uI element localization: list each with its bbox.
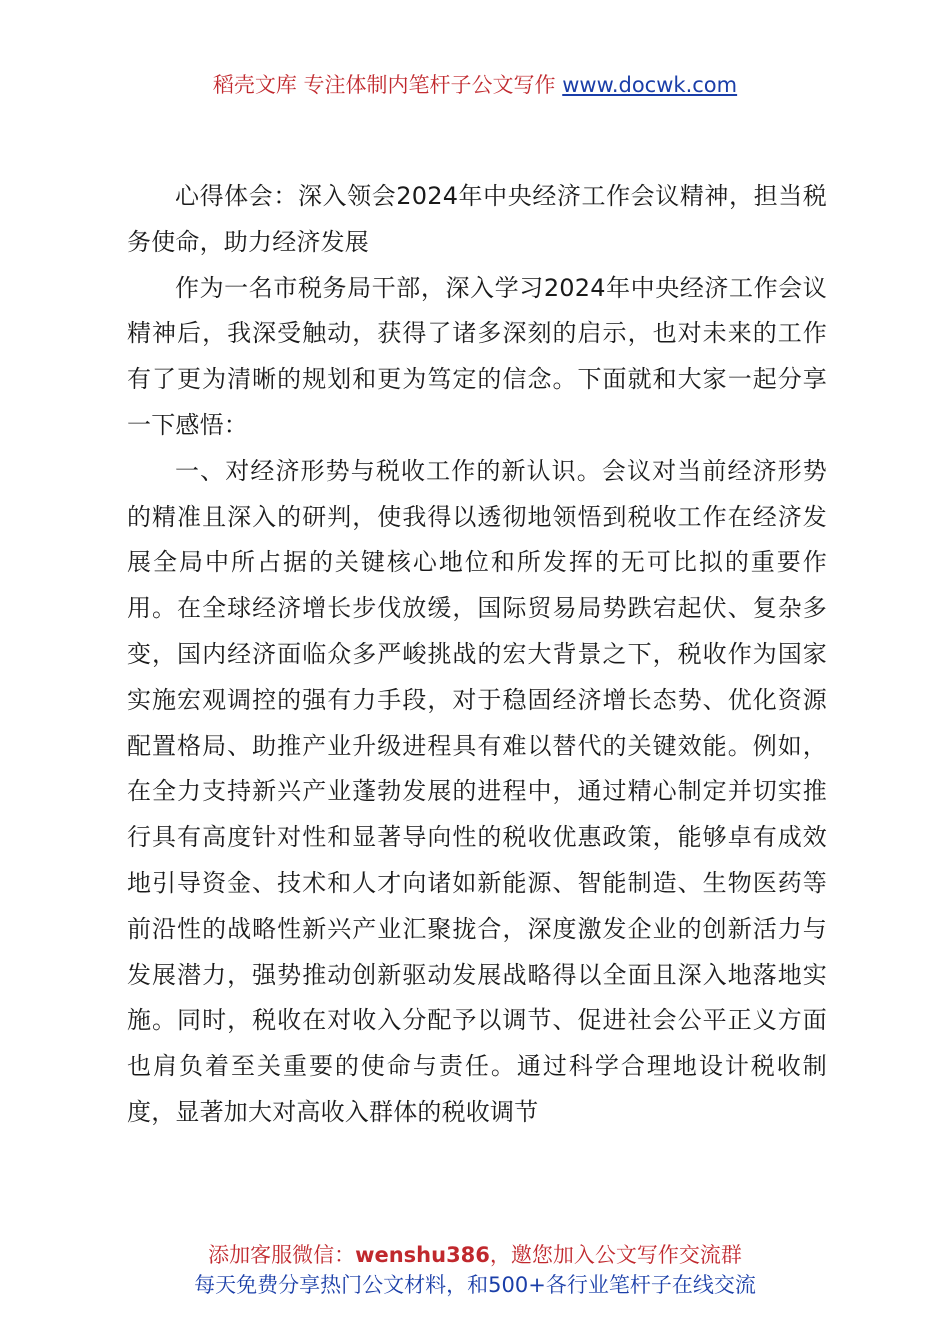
footer-prefix: 添加客服微信： [208,1243,356,1267]
document-body [127,174,827,1136]
header-site-link[interactable]: www.docwk.com [562,73,738,97]
watermark-header [0,70,950,100]
promo-footer [0,1240,950,1300]
header-brand: 稻壳文库 专注体制内笔杆子公文写作 [212,73,563,97]
footer-suffix: ，邀您加入公文写作交流群 [489,1243,742,1267]
intro-paragraph: 作为一名市税务局干部，深入学习2024年中央经济工作会议精神后，我深受触动，获得了诸多深刻的启示，也对未来的工作有了更为清晰的规划和更为笃定的信念。下面就和大家一起分享一下感悟： [127,273,827,439]
footer-line-2: 每天免费分享热门公文材料，和500+各行业笔杆子在线交流 [194,1273,756,1297]
section-1-paragraph: 一、对经济形势与税收工作的新认识。会议对当前经济形势的精准且深入的研判，使我得以透彻地领悟到税收工作在经济发展全局中所占据的关键核心地位和所发挥的无可比拟的重要作用。在全球经济增长步伐放缓，国际贸易局势跌宕起伏、复杂多变，国内经济面临众多严峻挑战的宏大背景之下，税收作为国家实施宏观调控的强有力手段，对于稳固经济增长态势、优化资源配置格局、助推产业升级进程具有难以替代的关键效能。例如，在全力支持新兴产业蓬勃发展的进程中，通过精心制定并切实推行具有高度针对性和显著导向性的税收优惠政策，能够卓有成效地引导资金、技术和人才向诸如新能源、智能制造、生物医药等前沿性的战略性新兴产业汇聚拢合，深度激发企业的创新活力与发展潜力，强势推动创新驱动发展战略得以全面且深入地落地实施。同时，税收在对收入分配予以调节、促进社会公平正义方面也肩负着至关重要的使命与责任。通过科学合理地设计税收制度，显著加大对高收入群体的税收调节 [127,456,827,1126]
document-title: 心得体会：深入领会2024年中央经济工作会议精神，担当税务使命，助力经济发展 [127,182,827,256]
footer-line-1 [0,1240,950,1270]
wechat-id: wenshu386 [355,1243,490,1267]
